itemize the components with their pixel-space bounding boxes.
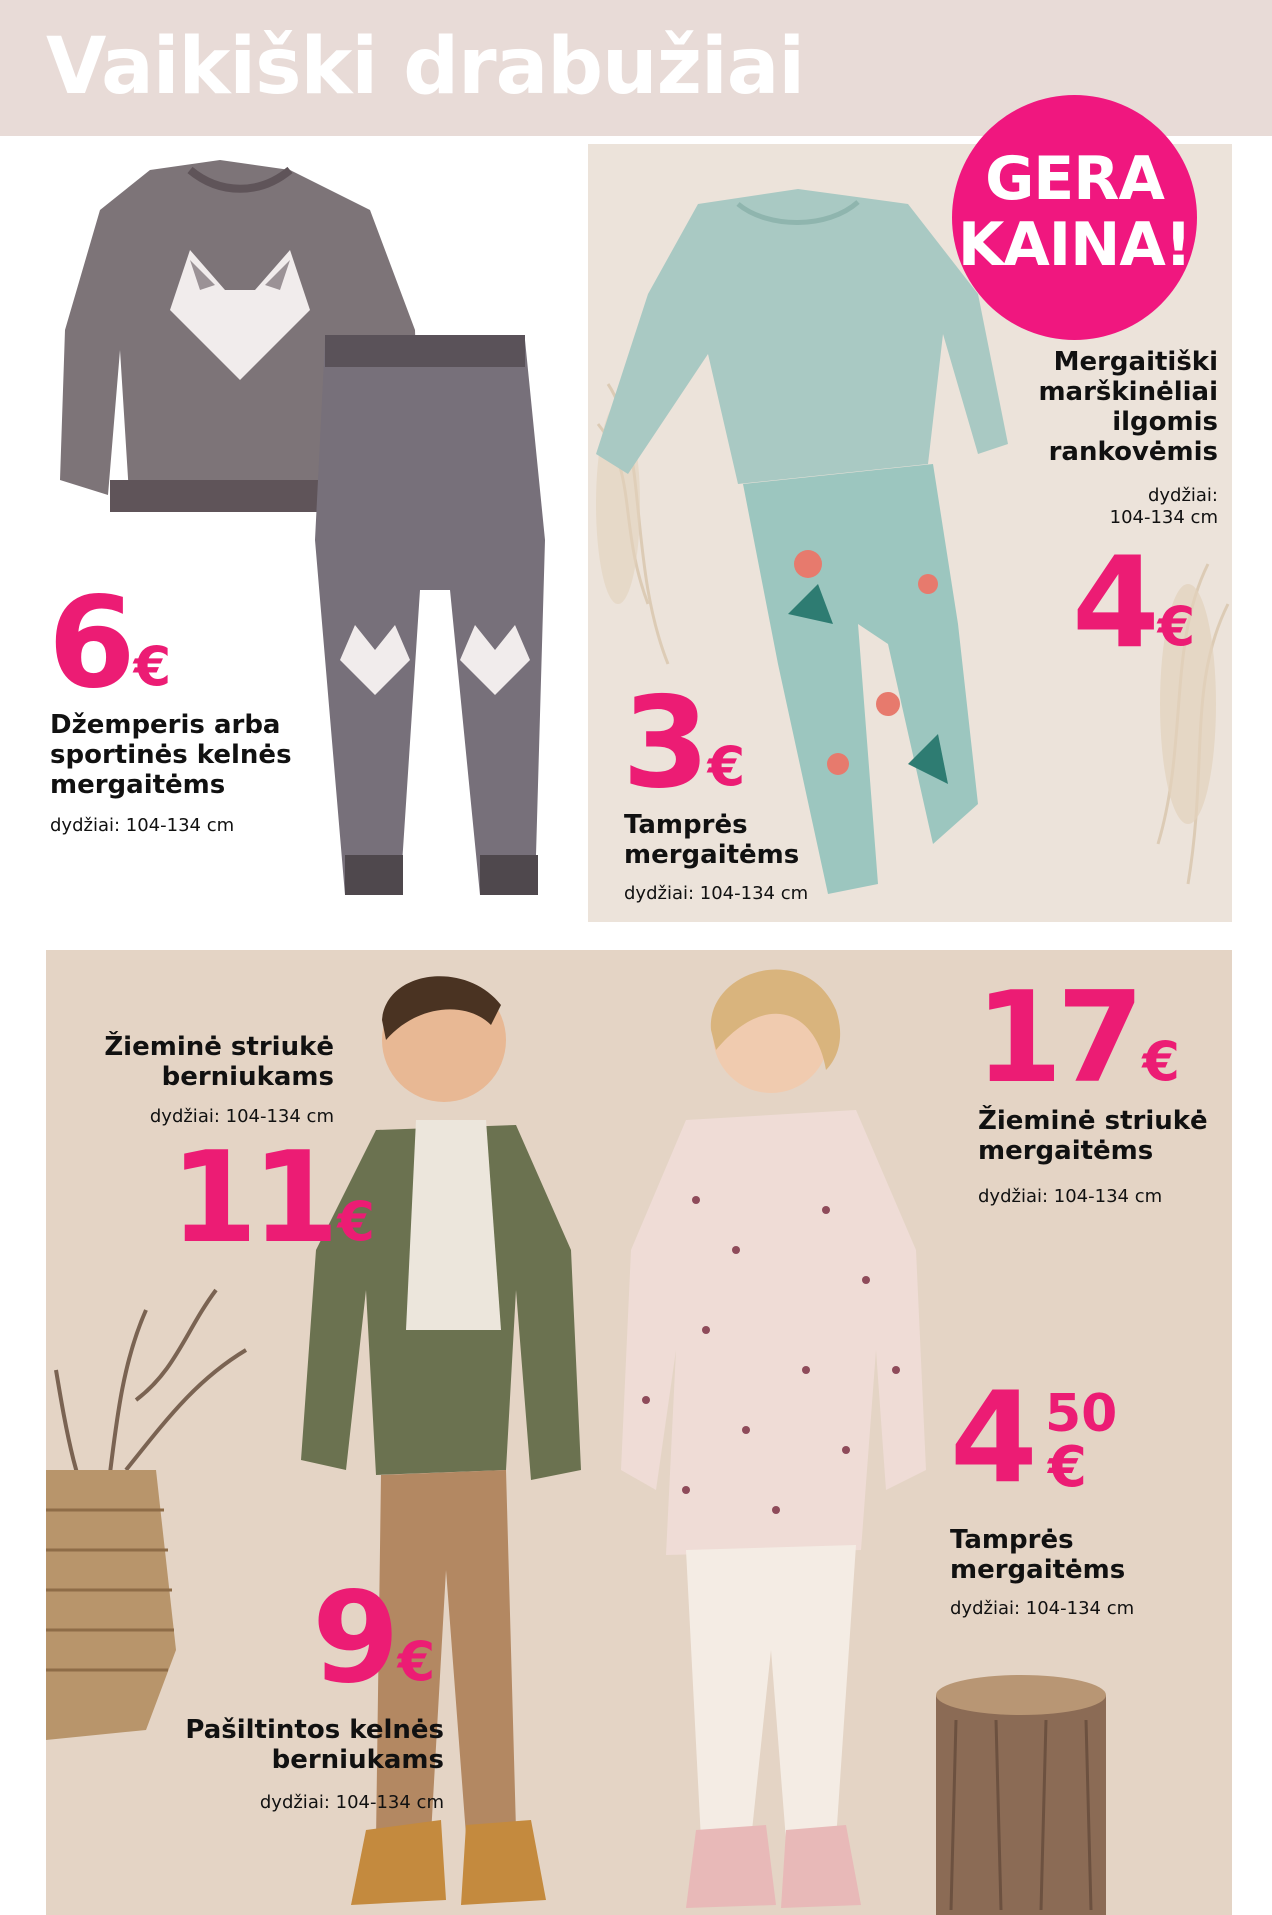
title-line: Pašiltintos kelnės: [185, 1715, 444, 1745]
title-line: mergaitėms: [950, 1555, 1126, 1585]
badge-line-1: GERA: [985, 144, 1164, 214]
girls-jacket-title: [978, 1106, 1208, 1166]
price-value: 6: [48, 569, 130, 716]
price-value: 4: [1072, 529, 1154, 676]
price-value: 17: [975, 964, 1139, 1111]
title-line: Žieminė striukė: [978, 1106, 1208, 1136]
leggings-bottom-price-cents: 50: [1045, 1384, 1118, 1444]
longsleeve-price: [1072, 529, 1196, 676]
good-price-badge: [952, 95, 1197, 340]
title-line: sportinės kelnės: [50, 740, 292, 770]
leggings-top-title: [624, 810, 799, 870]
boys-pants-sizes: dydžiai: 104-134 cm: [259, 1792, 444, 1813]
girls-jacket-price: [975, 964, 1180, 1111]
title-line: Žieminė striukė: [104, 1032, 334, 1062]
page-title: Vaikiški drabužiai: [46, 22, 805, 112]
title-line: Tamprės: [624, 810, 748, 840]
girls-jacket-sizes: dydžiai: 104-134 cm: [978, 1186, 1163, 1207]
price-currency: €: [397, 1630, 436, 1693]
title-line: berniukams: [271, 1745, 444, 1775]
price-currency: €: [1157, 595, 1196, 658]
price-value: 4: [950, 1364, 1032, 1511]
price-value: 11: [170, 1124, 334, 1271]
sizes-line: 104-134 cm: [1109, 507, 1218, 528]
badge-line-2: KAINA!: [957, 210, 1192, 280]
price-value: 3: [622, 669, 704, 816]
title-line: marškinėliai: [1038, 377, 1218, 407]
title-line: Mergaitiški: [1053, 347, 1218, 377]
boys-jacket-price: [170, 1124, 375, 1271]
leggings-top-sizes: dydžiai: 104-134 cm: [624, 883, 809, 904]
title-line: Džemperis arba: [50, 710, 281, 740]
sweatshirt-sizes: dydžiai: 104-134 cm: [50, 815, 235, 836]
price-currency: €: [133, 635, 172, 698]
boys-jacket-sizes: dydžiai: 104-134 cm: [149, 1106, 334, 1127]
leggings-bottom-title: [950, 1525, 1125, 1585]
boys-pants-title: [130, 1715, 444, 1775]
price-currency: €: [707, 735, 746, 798]
title-line: mergaitėms: [624, 840, 800, 870]
sizes-line: dydžiai:: [1147, 485, 1218, 506]
price-value: 9: [312, 1564, 394, 1711]
sweatshirt-price: [48, 569, 172, 716]
boys-pants-price: [312, 1564, 436, 1711]
title-line: rankovėmis: [1048, 437, 1218, 467]
leggings-top-price: [622, 669, 746, 816]
title-line: mergaitėms: [50, 770, 226, 800]
longsleeve-title: [980, 347, 1218, 467]
leggings-bottom-price-currency: €: [1048, 1435, 1087, 1500]
sweatshirt-title: [50, 710, 292, 800]
price-currency: €: [337, 1190, 375, 1253]
title-line: mergaitėms: [978, 1136, 1154, 1166]
leggings-bottom-price: [950, 1364, 1032, 1511]
longsleeve-sizes: [1000, 485, 1218, 529]
boys-jacket-title: [80, 1032, 334, 1092]
title-line: ilgomis: [1112, 407, 1218, 437]
title-line: berniukams: [161, 1062, 334, 1092]
title-line: Tamprės: [950, 1525, 1074, 1555]
price-currency: €: [1142, 1030, 1180, 1093]
leggings-bottom-sizes: dydžiai: 104-134 cm: [950, 1598, 1135, 1619]
